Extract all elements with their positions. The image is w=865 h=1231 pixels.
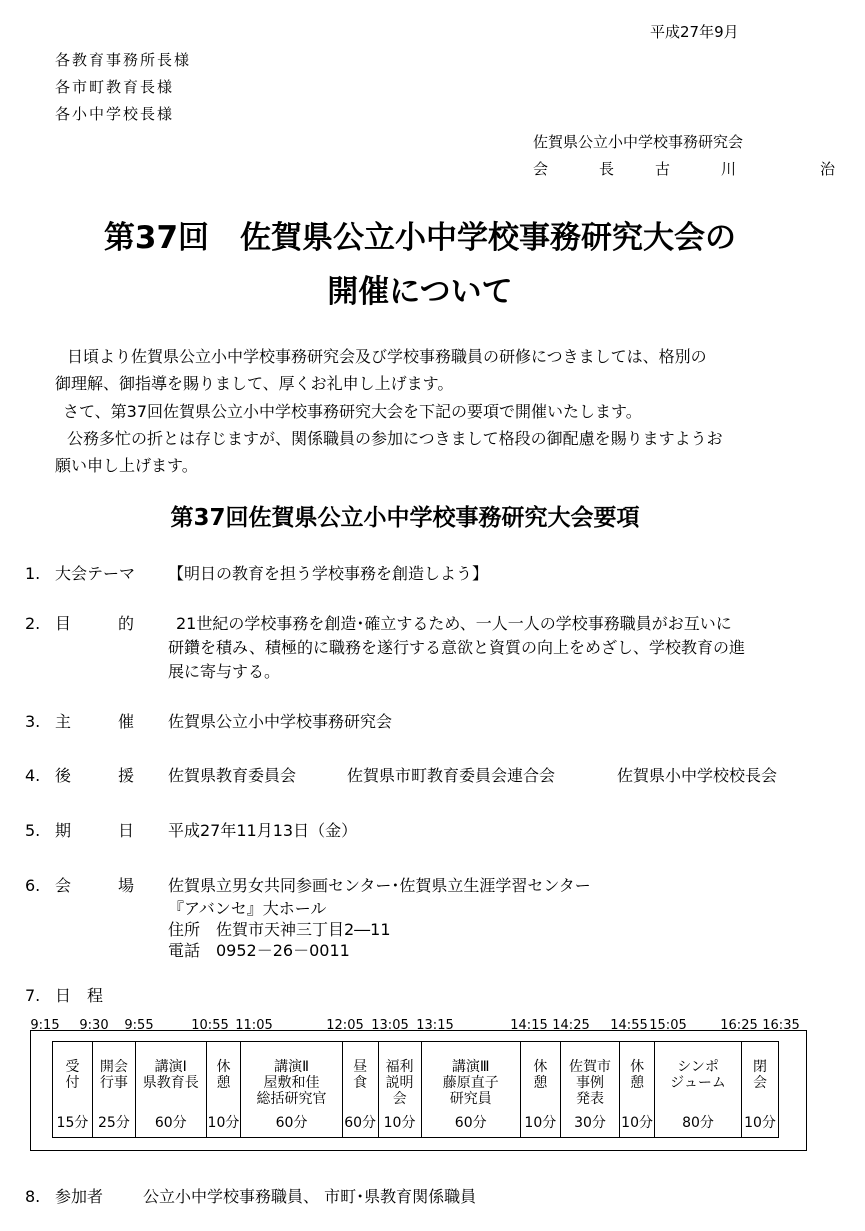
time-label: 16:35: [762, 1018, 800, 1033]
time-label: 13:05: [371, 1018, 409, 1033]
recipient: 各教育事務所長様: [55, 51, 192, 69]
schedule-table: [52, 1041, 779, 1138]
block-name: 昼 食: [353, 1059, 368, 1091]
block-duration: 60分: [344, 1115, 377, 1131]
item-value: 【明日の教育を担う学校事務を創造しよう】: [168, 564, 489, 583]
intro-line: 公務多忙の折とは存じますが、関係職員の参加につきまして格段の御配慮を賜りますようお: [67, 429, 723, 448]
intro-line: 願い申し上げます。: [55, 456, 198, 475]
time-label: 9:15: [30, 1018, 60, 1033]
schedule-block: [206, 1042, 241, 1138]
block-name: 休 憩: [216, 1059, 231, 1091]
schedule-block: [342, 1042, 378, 1138]
item-value-line: 21世紀の学校事務を創造･確立するため、一人一人の学校事務職員がお互いに: [176, 614, 732, 633]
time-label: 11:05: [235, 1018, 273, 1033]
item-value: 佐賀県公立小中学校事務研究会: [168, 712, 393, 731]
block-name: 講演Ⅲ 藤原直子 研究員: [442, 1059, 499, 1107]
item-number: 1.: [25, 564, 41, 583]
block-duration: 10分: [621, 1115, 653, 1131]
page-title-line2: 開催について: [327, 274, 513, 310]
item-number: 2.: [25, 614, 41, 633]
page-title-line1: 第37回 佐賀県公立小中学校事務研究大会の: [103, 220, 737, 256]
block-name: シンポ ジューム: [670, 1059, 726, 1091]
item-label: 参加者: [55, 1187, 104, 1206]
item-value-line: 佐賀県立男女共同参画センター･佐賀県立生涯学習センター: [168, 876, 591, 895]
item-label: 大会テーマ: [55, 564, 136, 583]
schedule-block: [53, 1042, 93, 1138]
item-value-line: 住所 佐賀市天神三丁目2―11: [168, 920, 391, 939]
item-value-line: 展に寄与する。: [168, 662, 281, 681]
sender-name: 古 川 治: [655, 160, 854, 178]
sender-org: 佐賀県公立小中学校事務研究会: [533, 133, 744, 151]
item-label: 目: [55, 614, 72, 633]
time-label: 9:55: [124, 1018, 154, 1033]
schedule-block: [742, 1042, 779, 1138]
item-label: 的: [118, 614, 135, 633]
time-label: 10:55: [191, 1018, 229, 1033]
item-value-line: 電話 0952－26－0011: [168, 941, 350, 960]
sender-role: 会 長: [533, 160, 633, 178]
item-label: 会: [55, 876, 72, 895]
item-label: 日: [118, 821, 135, 840]
item-label: 催: [118, 712, 135, 731]
document-date: 平成27年9月: [650, 23, 739, 41]
block-name: 福利 説明 会: [385, 1059, 414, 1107]
intro-line: さて、第37回佐賀県公立小中学校事務研究大会を下記の要項で開催いたします。: [63, 402, 642, 421]
section-title: 第37回佐賀県公立小中学校事務研究大会要項: [170, 505, 640, 531]
item-number: 6.: [25, 876, 41, 895]
schedule-block: [92, 1042, 135, 1138]
item-label: 場: [118, 876, 135, 895]
block-name: 受 付: [65, 1059, 80, 1091]
item-value: 佐賀県市町教育委員会連合会: [347, 766, 556, 785]
block-name: 開会 行事: [99, 1059, 128, 1091]
time-label: 13:15: [416, 1018, 454, 1033]
schedule-block: [421, 1042, 520, 1138]
time-label: 12:05: [326, 1018, 364, 1033]
time-label: 9:30: [79, 1018, 109, 1033]
recipient: 各市町教育長様: [55, 78, 175, 96]
schedule-block: [560, 1042, 619, 1138]
schedule-block: [655, 1042, 742, 1138]
block-duration: 10分: [383, 1115, 416, 1131]
block-duration: 30分: [574, 1115, 606, 1131]
schedule-block: [520, 1042, 560, 1138]
item-number: 4.: [25, 766, 41, 785]
schedule-block: [620, 1042, 655, 1138]
block-duration: 60分: [154, 1115, 187, 1131]
item-value: 公立小中学校事務職員、 市町･県教育関係職員: [143, 1187, 477, 1206]
recipient: 各小中学校長様: [55, 105, 175, 123]
item-number: 7.: [25, 986, 41, 1005]
block-duration: 15分: [56, 1115, 89, 1131]
block-name: 講演Ⅰ 県教育長: [142, 1059, 199, 1091]
schedule-block: [135, 1042, 206, 1138]
schedule-block: [378, 1042, 421, 1138]
block-duration: 10分: [524, 1115, 557, 1131]
block-name: 休 憩: [630, 1059, 645, 1091]
item-label: 主: [55, 712, 72, 731]
time-label: 16:25: [720, 1018, 758, 1033]
time-label: 14:25: [552, 1018, 590, 1033]
item-number: 3.: [25, 712, 41, 731]
time-label: 14:55: [610, 1018, 648, 1033]
block-name: 閉 会: [753, 1059, 768, 1091]
time-label: 15:05: [649, 1018, 687, 1033]
item-value: 佐賀県小中学校校長会: [617, 766, 778, 785]
item-value: 佐賀県教育委員会: [168, 766, 297, 785]
item-number: 5.: [25, 821, 41, 840]
item-value-line: 『アバンセ』大ホール: [168, 899, 327, 918]
block-name: 休 憩: [533, 1059, 548, 1091]
item-number: 8.: [25, 1187, 41, 1206]
intro-line: 御理解、御指導を賜りまして、厚くお礼申し上げます。: [55, 374, 454, 393]
time-label: 14:15: [510, 1018, 548, 1033]
item-label: 期: [55, 821, 72, 840]
block-duration: 25分: [98, 1115, 130, 1131]
block-duration: 80分: [682, 1115, 714, 1131]
item-label: 後: [55, 766, 72, 785]
intro-line: 日頃より佐賀県公立小中学校事務研究会及び学校事務職員の研修につきましては、格別の: [67, 347, 707, 366]
block-duration: 60分: [454, 1115, 487, 1131]
block-duration: 60分: [275, 1115, 308, 1131]
item-value: 平成27年11月13日（金）: [168, 821, 358, 840]
block-name: 講演Ⅱ 屋敷和佳 総括研究官: [256, 1059, 327, 1107]
block-duration: 10分: [744, 1115, 776, 1131]
block-name: 佐賀市 事例 発表: [568, 1059, 611, 1107]
item-label: 日 程: [55, 986, 104, 1005]
block-duration: 10分: [207, 1115, 240, 1131]
schedule-block: [241, 1042, 342, 1138]
item-value-line: 研鑽を積み、積極的に職務を遂行する意欲と資質の向上をめざし、学校教育の進: [168, 638, 745, 657]
item-label: 援: [118, 766, 135, 785]
